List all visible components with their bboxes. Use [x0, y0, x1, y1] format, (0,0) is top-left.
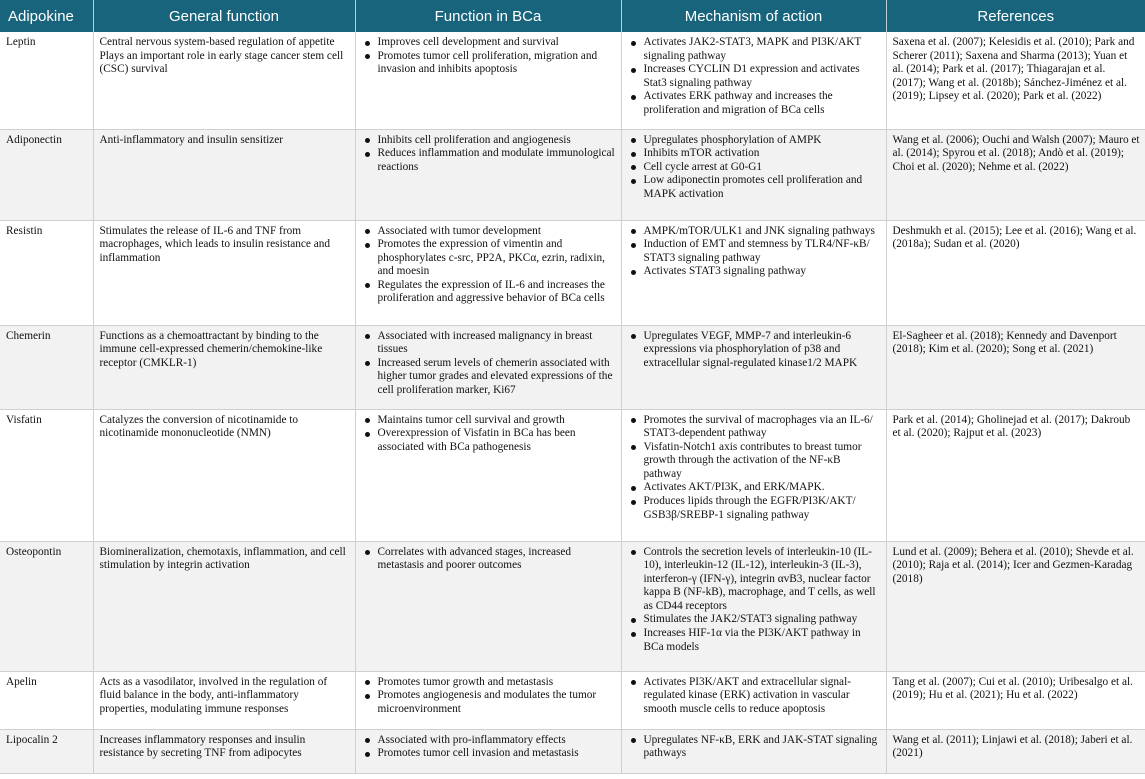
mechanism-cell: [621, 325, 886, 409]
list-item: AMPK/mTOR/ULK1 and JNK signaling pathways: [640, 225, 881, 239]
list-item: Upregulates phosphorylation of AMPK: [640, 134, 881, 148]
list-item: Promotes tumor cell proliferation, migration and invasion and inhibits apoptosis: [374, 50, 616, 77]
mechanism-cell: [621, 32, 886, 129]
list-item: Overexpression of Visfatin in BCa has been associated with BCa pathogenesis: [374, 427, 616, 454]
function-cell: [355, 325, 621, 409]
list-item: Reduces inflammation and modulate immunological reactions: [374, 147, 616, 174]
general-function-cell: Central nervous system-based regulation of appetite Plays an important role in early stage cancer stem cell (CSC) survival: [93, 32, 355, 129]
list-item: Inhibits mTOR activation: [640, 147, 881, 161]
list-item: Activates JAK2-STAT3, MAPK and PI3K/AKT signaling pathway: [640, 36, 881, 63]
list-item: Upregulates NF-κB, ERK and JAK-STAT signaling pathways: [640, 734, 881, 761]
list-item: Visfatin-Notch1 axis contributes to breast tumor growth through the activation of the NF-κB pathway: [640, 441, 881, 482]
adipokine-cell: Lipocalin 2: [0, 729, 93, 773]
mechanism-cell: [621, 729, 886, 773]
list-item: Activates STAT3 signaling pathway: [640, 265, 881, 279]
function-cell: [355, 129, 621, 220]
function-cell: [355, 541, 621, 671]
function-cell: [355, 220, 621, 325]
mechanism-cell: [621, 220, 886, 325]
references-cell: Saxena et al. (2007); Kelesidis et al. (2010); Park and Scherer (2011); Saxena and Sharma (2013); Yuan et al. (2014); Park et al. (2017); Thiagarajan et al. (2017); Wang et al. (2018b); Sánchez-Jiménez et al. (2019); Lipsey et al. (2020); Park et al. (2022): [886, 32, 1145, 129]
adipokine-cell: Osteopontin: [0, 541, 93, 671]
references-cell: Wang et al. (2006); Ouchi and Walsh (2007); Mauro et al. (2014); Spyrou et al. (2018); Andò et al. (2019); Choi et al. (2020); Nehme et al. (2022): [886, 129, 1145, 220]
mechanism-cell: [621, 671, 886, 729]
list-item: Associated with pro-inflammatory effects: [374, 734, 616, 748]
list-item: Improves cell development and survival: [374, 36, 616, 50]
table-row: [0, 129, 1145, 220]
header-references: References: [886, 0, 1145, 32]
general-function-cell: Functions as a chemoattractant by binding to the immune cell-expressed chemerin/chemokine-like receptor (CMKLR-1): [93, 325, 355, 409]
header-mechanism: Mechanism of action: [621, 0, 886, 32]
references-cell: Deshmukh et al. (2015); Lee et al. (2016); Wang et al. (2018a); Sudan et al. (2020): [886, 220, 1145, 325]
list-item: Activates AKT/PI3K, and ERK/MAPK.: [640, 481, 881, 495]
adipokine-cell: Resistin: [0, 220, 93, 325]
header-general-function: General function: [93, 0, 355, 32]
table-row: [0, 220, 1145, 325]
general-function-cell: Stimulates the release of IL-6 and TNF from macrophages, which leads to insulin resistance and inflammation: [93, 220, 355, 325]
function-cell: [355, 32, 621, 129]
list-item: Inhibits cell proliferation and angiogenesis: [374, 134, 616, 148]
references-cell: Wang et al. (2011); Linjawi et al. (2018); Jaberi et al. (2021): [886, 729, 1145, 773]
list-item: Increases CYCLIN D1 expression and activates Stat3 signaling pathway: [640, 63, 881, 90]
table-row: [0, 671, 1145, 729]
table-row: [0, 325, 1145, 409]
function-cell: [355, 729, 621, 773]
references-cell: Lund et al. (2009); Behera et al. (2010); Shevde et al. (2010); Raja et al. (2014); Icer and Gezmen-Karadag (2018): [886, 541, 1145, 671]
list-item: Low adiponectin promotes cell proliferation and MAPK activation: [640, 174, 881, 201]
list-item: Associated with increased malignancy in breast tissues: [374, 330, 616, 357]
table-row: [0, 729, 1145, 773]
function-cell: [355, 671, 621, 729]
list-item: Correlates with advanced stages, increased metastasis and poorer outcomes: [374, 546, 616, 573]
general-function-cell: Catalyzes the conversion of nicotinamide to nicotinamide mononucleotide (NMN): [93, 409, 355, 541]
list-item: Promotes angiogenesis and modulates the tumor microenvironment: [374, 689, 616, 716]
list-item: Increases HIF-1α via the PI3K/AKT pathway in BCa models: [640, 627, 881, 654]
list-item: Controls the secretion levels of interleukin-10 (IL-10), interleukin-12 (IL-12), interleukin-3 (IL-3), interferon-γ (IFN-γ), integrin αvB3, nuclear factor kappa B (NF-kB), macrophage, and T cells, as well as CD44 receptors: [640, 546, 881, 614]
list-item: Maintains tumor cell survival and growth: [374, 414, 616, 428]
list-item: Cell cycle arrest at G0-G1: [640, 161, 881, 175]
mechanism-cell: [621, 129, 886, 220]
general-function-cell: Increases inflammatory responses and insulin resistance by secreting TNF from adipocytes: [93, 729, 355, 773]
adipokine-cell: Adiponectin: [0, 129, 93, 220]
adipokine-cell: Leptin: [0, 32, 93, 129]
list-item: Activates ERK pathway and increases the proliferation and migration of BCa cells: [640, 90, 881, 117]
list-item: Produces lipids through the EGFR/PI3K/AKT/ GSB3β/SREBP-1 signaling pathway: [640, 495, 881, 522]
list-item: Stimulates the JAK2/STAT3 signaling pathway: [640, 613, 881, 627]
table-row: [0, 409, 1145, 541]
general-function-cell: Anti-inflammatory and insulin sensitizer: [93, 129, 355, 220]
adipokine-cell: Chemerin: [0, 325, 93, 409]
general-function-cell: Acts as a vasodilator, involved in the regulation of fluid balance in the body, anti-inflammatory properties, modulating immune responses: [93, 671, 355, 729]
list-item: Increased serum levels of chemerin associated with higher tumor grades and elevated expressions of the cell proliferation marker, Ki67: [374, 357, 616, 398]
function-cell: [355, 409, 621, 541]
references-cell: Park et al. (2014); Gholinejad et al. (2017); Dakroub et al. (2020); Rajput et al. (2023): [886, 409, 1145, 541]
list-item: Regulates the expression of IL-6 and increases the proliferation and aggressive behavior of BCa cells: [374, 279, 616, 306]
references-cell: Tang et al. (2007); Cui et al. (2010); Uribesalgo et al. (2019); Hu et al. (2021); Hu et al. (2022): [886, 671, 1145, 729]
mechanism-cell: [621, 409, 886, 541]
adipokine-cell: Apelin: [0, 671, 93, 729]
header-adipokine: Adipokine: [0, 0, 93, 32]
list-item: Promotes tumor cell invasion and metastasis: [374, 747, 616, 761]
adipokine-cell: Visfatin: [0, 409, 93, 541]
list-item: Promotes the expression of vimentin and phosphorylates c-src, PP2A, PKCα, ezrin, radixin, and moesin: [374, 238, 616, 279]
list-item: Upregulates VEGF, MMP-7 and interleukin-6 expressions via phosphorylation of p38 and extracellular signal-regulated kinase1/2 MAPK: [640, 330, 881, 371]
general-function-cell: Biomineralization, chemotaxis, inflammation, and cell stimulation by integrin activation: [93, 541, 355, 671]
list-item: Promotes tumor growth and metastasis: [374, 676, 616, 690]
list-item: Associated with tumor development: [374, 225, 616, 239]
table-body: [0, 32, 1145, 773]
list-item: Promotes the survival of macrophages via an IL-6/ STAT3-dependent pathway: [640, 414, 881, 441]
table-row: [0, 32, 1145, 129]
table-header: [0, 0, 1145, 32]
table-row: [0, 541, 1145, 671]
mechanism-cell: [621, 541, 886, 671]
list-item: Induction of EMT and stemness by TLR4/NF-κB/ STAT3 signaling pathway: [640, 238, 881, 265]
references-cell: El-Sagheer et al. (2018); Kennedy and Davenport (2018); Kim et al. (2020); Song et al. (2021): [886, 325, 1145, 409]
header-function-in-bca: Function in BCa: [355, 0, 621, 32]
list-item: Activates PI3K/AKT and extracellular signal-regulated kinase (ERK) activation in vascular smooth muscle cells to reduce apoptosis: [640, 676, 881, 717]
